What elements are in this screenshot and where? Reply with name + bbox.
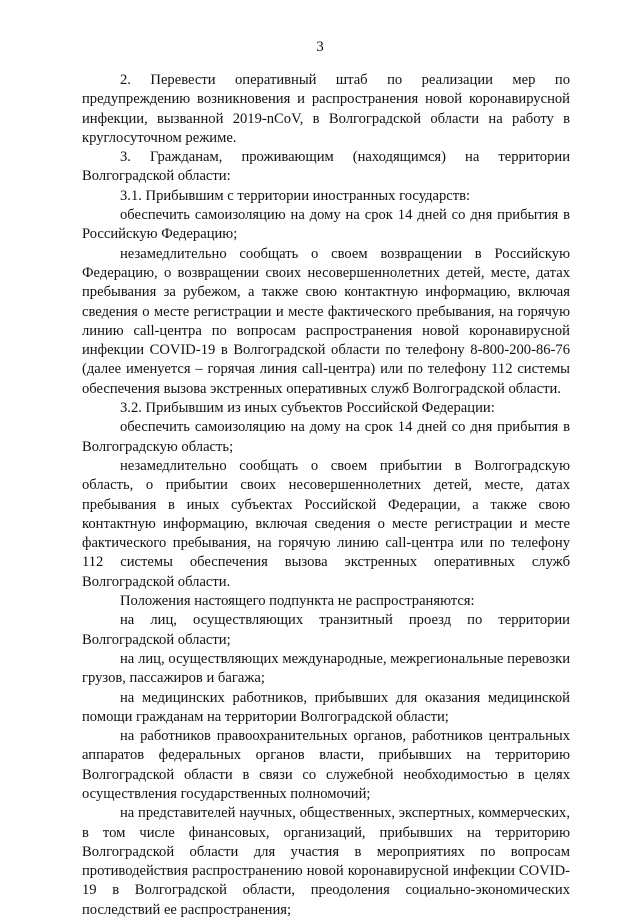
- paragraph-exemption-transport: на лиц, осуществляющих международные, межрегиональные перевозки грузов, пассажиров и багажа;: [82, 650, 570, 687]
- page-number: 3: [316, 39, 324, 55]
- paragraph-exemption-medical: на медицинских работников, прибывших для оказания медицинской помощи гражданам на территории Волгоградской области;: [82, 689, 570, 725]
- paragraph-item-3-1-foreign-arrivals: 3.1. Прибывшим с территории иностранных государств:: [120, 187, 471, 204]
- paragraph-report-return-foreign: незамедлительно сообщать о своем возвращении в Российскую Федерацию, о возвращении своих несовершеннолетних детей, месте, датах пребывания за рубежом, а также свою контактную информацию, включая сведения о месте регистрации и месте фактического пребывания, на горячую линию call-центра по вопросам распространения новой коронавирусной инфекции COVID-19 в Волгоградской области по телефону 8-800-200-86-76 (далее именуется – горячая линия call-центра) или по телефону 112 системы обеспечения вызова экстренных оперативных служб Волгоградской области.: [82, 245, 570, 397]
- paragraph-item-2-operational-staff: 2. Перевести оперативный штаб по реализации мер по предупреждению возникновения и распространения новой коронавирусной инфекции, вызванной 2019-nCoV, в Волгоградской области на работу в круглосуточном режиме.: [82, 72, 570, 146]
- paragraph-self-isolation-foreign: обеспечить самоизоляцию на дому на срок 14 дней со дня прибытия в Российскую Федерацию;: [82, 207, 570, 243]
- paragraph-item-3-2-domestic-arrivals: 3.2. Прибывшим из иных субъектов Российской Федерации:: [120, 400, 495, 417]
- paragraph-report-arrival-domestic: незамедлительно сообщать о своем прибытии в Волгоградскую область, о прибытии своих несовершеннолетних детей, месте, датах пребывания в иных субъектах Российской Федерации, а также свою контактную информацию, включая сведения о месте регистрации и месте фактического пребывания, на горячую линию call-центра или по телефону 112 системы обеспечения вызова экстренных оперативных служб Волгоградской области.: [82, 457, 570, 590]
- paragraph-exemption-officials: на работников правоохранительных органов, работников центральных аппаратов федеральных органов власти, прибывших на территорию Волгоградской области в связи со служебной необходимостью в целях осуществления государственных полномочий;: [82, 728, 570, 802]
- paragraph-exemption-representatives: на представителей научных, общественных, экспертных, коммерческих, в том числе финансовых, организаций, прибывших на территорию Волгоградской области для участия в мероприятиях по вопросам противодействия распространению новой коронавирусной инфекции COVID-19 в Волгоградской области, преодоления социально-экономических последствий ее распространения;: [82, 805, 570, 918]
- document-body: [82, 71, 570, 920]
- paragraph-self-isolation-domestic: обеспечить самоизоляцию на дому на срок 14 дней со дня прибытия в Волгоградскую область;: [82, 419, 570, 455]
- paragraph-exemptions-intro: Положения настоящего подпункта не распространяются:: [120, 593, 475, 610]
- paragraph-item-3-citizens: 3. Гражданам, проживающим (находящимся) на территории Волгоградской области:: [82, 149, 570, 185]
- paragraph-exemption-transit: на лиц, осуществляющих транзитный проезд по территории Волгоградской области;: [82, 612, 570, 648]
